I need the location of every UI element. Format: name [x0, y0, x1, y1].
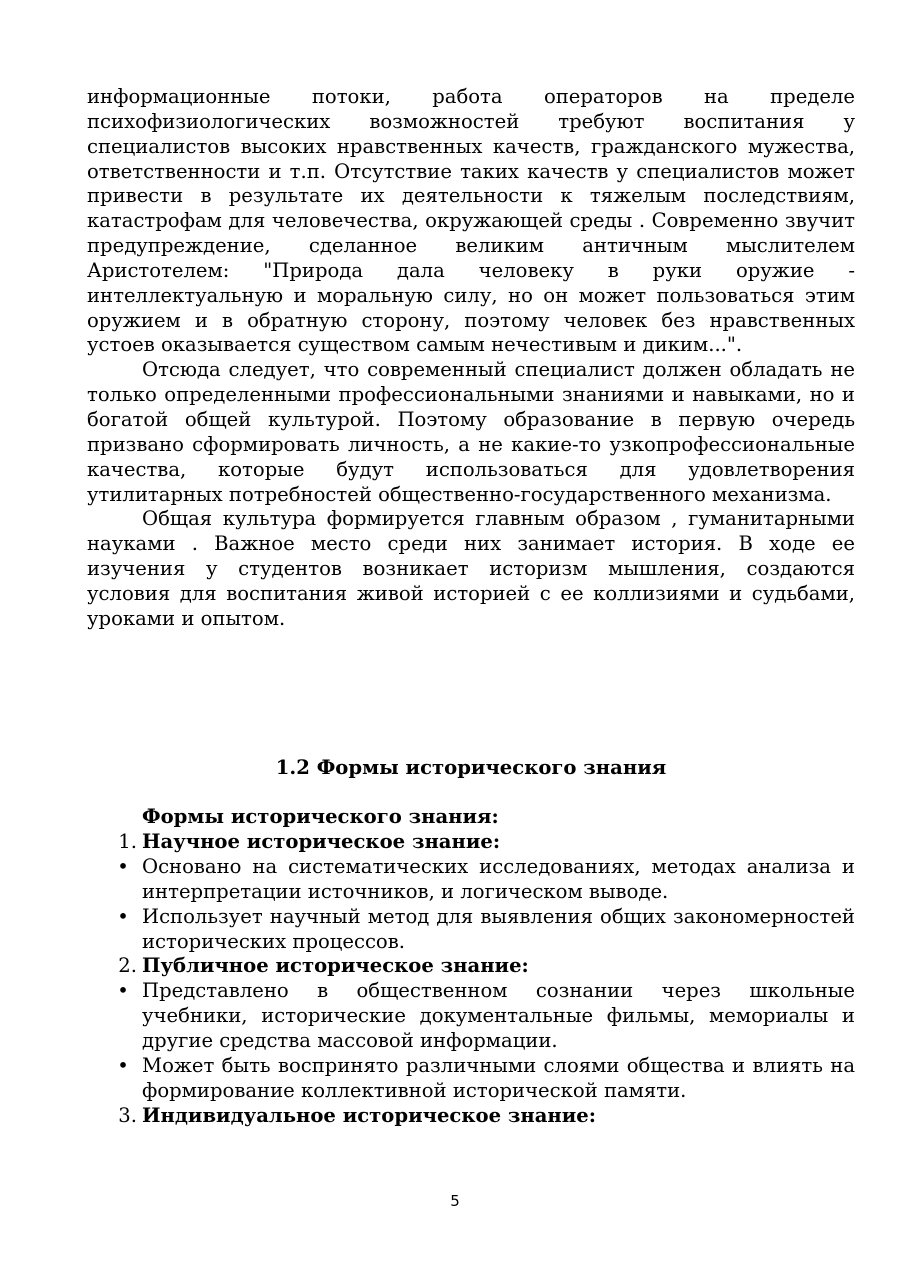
numbered-item	[87, 954, 855, 979]
item-number: 1.	[118, 830, 137, 854]
section-spacer	[87, 632, 855, 756]
bullet-icon: •	[117, 979, 129, 1003]
bullet-icon: •	[117, 904, 129, 928]
body-paragraph: Отсюда следует, что современный специалист должен обладать не только определенными профессиональными знаниями и навыками, но и богатой общей культурой. Поэтому образование в первую очередь призвано сформировать личность, а не какие-то узкопрофессиональные качества, которые будут использоваться для удовлетворения утилитарных потребностей общественно-государственного механизма.	[87, 358, 855, 506]
page-number: 5	[450, 1192, 460, 1210]
bullet-text: Использует научный метод для выявления общих закономерностей исторических процессов.	[142, 904, 855, 953]
bullet-text: Может быть воспринято различными слоями общества и влиять на формирование коллективной исторической памяти.	[142, 1053, 855, 1102]
forms-title: Формы исторического знания:	[142, 805, 499, 829]
heading-gap	[87, 780, 855, 805]
item-number: 3.	[118, 1103, 137, 1127]
bullet-item	[87, 1054, 855, 1104]
bullet-icon: •	[117, 855, 129, 879]
bullet-item	[87, 855, 855, 905]
item-number: 2.	[118, 954, 137, 978]
item-title: Индивидуальное историческое знание:	[142, 1103, 596, 1127]
numbered-item	[87, 830, 855, 855]
item-title: Публичное историческое знание:	[142, 954, 529, 978]
document-page	[87, 85, 855, 1128]
body-paragraph: Общая культура формируется главным образом , гуманитарными науками . Важное место среди них занимает история. В ходе ее изучения у студентов возникает историзм мышления, создаются условия для воспитания живой историей с ее коллизиями и судьбами, уроками и опытом.	[87, 507, 855, 630]
body-paragraph: информационные потоки, работа операторов на пределе психофизиологических возможностей требуют воспитания у специалистов высоких нравственных качеств, гражданского мужества, ответственности и т.п. Отсутствие таких качеств у специалистов может привести в результате их деятельности к тяжелым последствиям, катастрофам для человечества, окружающей среды . Современно звучит предупреждение, сделанное великим античным мыслителем Аристотелем: "Природа дала человеку в руки оружие - интеллектуальную и моральную силу, но он может пользоваться этим оружием и в обратную сторону, поэтому человек без нравственных устоев оказывается существом самым нечестивым и диким...".	[87, 85, 855, 357]
section-heading: 1.2 Формы исторического знания	[275, 755, 667, 779]
bullet-text: Основано на систематических исследованиях, методах анализа и интерпретации источников, и логическом выводе.	[142, 855, 855, 903]
bullet-item	[87, 979, 855, 1054]
item-title: Научное историческое знание:	[142, 830, 501, 854]
bullet-text: Представлено в общественном сознании через школьные учебники, исторические документальные фильмы, мемориалы и другие средства массовой информации.	[142, 979, 855, 1052]
bullet-icon: •	[117, 1053, 129, 1077]
bullet-item	[87, 905, 855, 955]
numbered-item	[87, 1104, 855, 1129]
